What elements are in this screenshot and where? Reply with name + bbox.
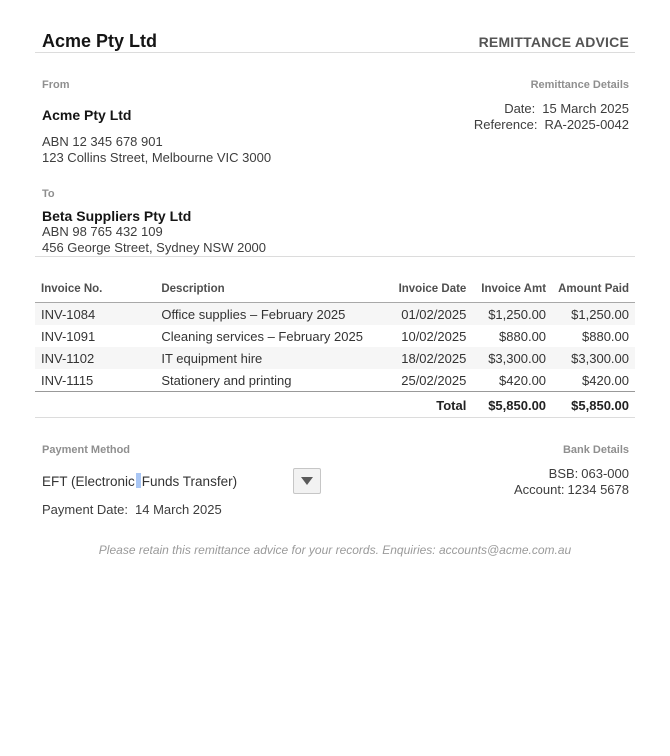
column-description: Description [155,277,376,303]
account-label: Account: [513,481,565,497]
total-spacer [155,392,376,417]
invoice-amt-cell: $420.00 [499,372,547,388]
invoice-no-cell: INV-1102 [41,350,95,366]
payment-date-value: 14 March 2025 [135,501,222,517]
amount-paid-cell: $1,250.00 [571,306,629,322]
from-meta [42,134,271,166]
invoice-amt-cell: $3,300.00 [488,350,547,366]
table-row [35,325,635,347]
total-amount-paid: $5,850.00 [552,392,635,417]
document-title: REMITTANCE ADVICE [478,34,629,50]
payment-method-block [42,444,321,517]
payment-method-label: Payment Method [42,443,131,456]
account-value: 1234 5678 [567,481,629,497]
remittance-date-row [474,101,629,117]
column-invoice-amt: Invoice Amt [472,277,552,303]
from-label: From [42,79,70,91]
column-invoice-no: Invoice No. [35,277,155,303]
bsb-row [514,466,629,482]
to-abn: ABN 98 765 432 109 [42,224,163,239]
to-name: Beta Suppliers Pty Ltd [42,208,192,224]
to-label: To [42,188,55,200]
payment-date-row [42,502,321,517]
account-row [514,482,629,498]
invoice-date-cell: 25/02/2025 [401,372,467,388]
header-row [35,277,635,303]
company-title: Acme Pty Ltd [42,31,158,51]
remittance-details-label: Remittance Details [530,79,629,91]
description-cell: Cleaning services – February 2025 [161,328,363,344]
invoice-no-cell: INV-1115 [41,372,94,388]
payment-section [35,418,635,517]
total-row [35,392,635,417]
payment-method-dropdown-button[interactable] [293,468,321,494]
column-invoice-date: Invoice Date [377,277,473,303]
text-cursor [136,473,141,488]
amount-paid-cell: $3,300.00 [571,350,629,366]
bsb-label: BSB: [548,465,579,481]
payment-method-field[interactable] [42,473,237,489]
description-cell: Office supplies – February 2025 [161,306,346,322]
page-header [35,0,635,52]
from-name: Acme Pty Ltd [42,107,132,123]
remittance-details-block [474,79,629,166]
section-divider [35,256,635,257]
bank-details-lines [514,466,629,498]
remittance-reference-row [474,117,629,133]
amount-paid-cell: $880.00 [582,328,629,344]
footer-note: Please retain this remittance advice for your records. Enquiries: accounts@acme.com.au [98,542,572,557]
chevron-down-icon [301,477,313,485]
invoice-table-header [35,277,635,303]
description-cell: Stationery and printing [161,372,292,388]
from-address: 123 Collins Street, Melbourne VIC 3000 [42,150,272,165]
column-amount-paid: Amount Paid [552,277,635,303]
date-label: Date: [504,101,536,116]
table-row [35,303,635,326]
bank-details-block [514,444,629,517]
payment-date-label: Payment Date: [42,501,128,517]
method-text-before-cursor: EFT (Electronic [42,473,135,489]
to-block [35,166,635,256]
reference-label: Reference: [473,117,538,132]
invoice-table-footer [35,392,635,417]
invoice-amt-cell: $880.00 [499,328,547,344]
date-value: 15 March 2025 [542,101,629,116]
invoice-amt-cell: $1,250.00 [488,306,547,322]
to-meta [42,224,629,256]
bank-details-label: Bank Details [562,443,629,456]
remittance-details-lines [474,101,629,133]
table-row [35,347,635,369]
invoice-date-cell: 18/02/2025 [401,350,467,366]
invoice-no-cell: INV-1084 [41,306,96,322]
amount-paid-cell: $420.00 [582,372,629,388]
method-text-after-cursor: Funds Transfer) [141,473,238,489]
invoice-date-cell: 01/02/2025 [401,306,467,322]
total-spacer [35,392,155,417]
from-abn: ABN 12 345 678 901 [42,134,163,149]
bsb-value: 063-000 [581,465,629,481]
invoice-no-cell: INV-1091 [41,328,96,344]
reference-value: RA-2025-0042 [544,117,629,132]
to-address: 456 George Street, Sydney NSW 2000 [42,240,267,255]
parties-section [35,53,635,166]
total-invoice-amt: $5,850.00 [472,392,552,417]
description-cell: IT equipment hire [161,350,263,366]
table-row [35,369,635,392]
total-label: Total [377,392,473,417]
invoice-table [35,277,635,417]
invoice-date-cell: 10/02/2025 [401,328,467,344]
from-block [42,79,271,166]
payment-method-row [42,468,321,494]
